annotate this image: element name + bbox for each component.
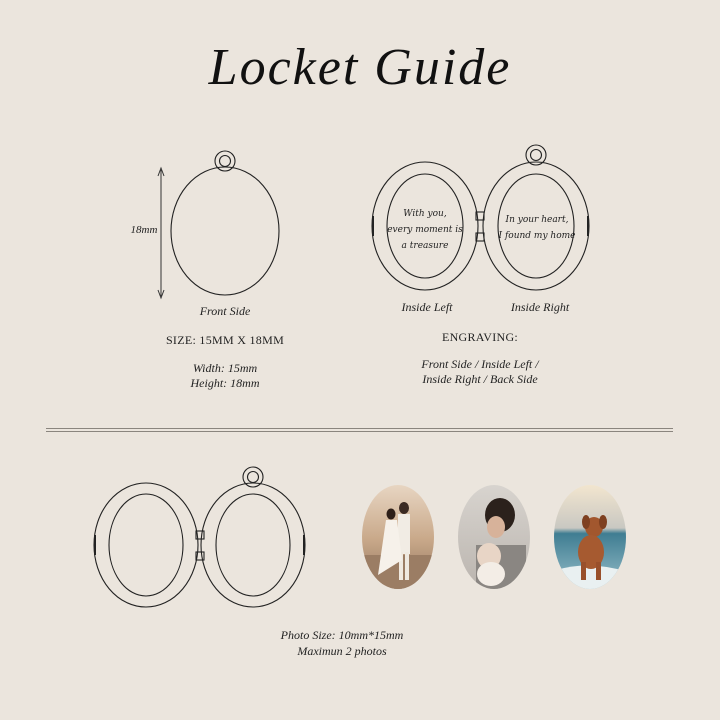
engraving-options-line-2: Inside Right / Back Side [422,372,538,386]
inside-left-caption: Inside Left [401,300,453,314]
engraving-left-line-1: With you, [403,209,447,219]
front-locket-icon [171,151,279,295]
engraving-right-line-2: I found my home [498,231,576,241]
width-label: Width: 15mm [192,361,258,375]
height-label: Height: 18mm [190,376,260,390]
page-title: Locket Guide [208,39,512,96]
size-label: SIZE: 15MM X 18MM [165,333,285,347]
inside-right-caption: Inside Right [510,300,570,314]
photo-locket-icon [94,467,305,607]
engraving-left-line-3: a treasure [401,241,449,251]
section-divider-line-2 [46,431,673,432]
engraving-right-line-1: In your heart, [505,215,569,225]
engraving-options-line-1: Front Side / Inside Left / [421,357,539,371]
sample-photo-dog [552,484,632,600]
sample-photo-mother-baby [456,484,536,594]
photo-size-label: Photo Size: 10mm*15mm [280,628,404,642]
front-side-caption: Front Side [199,304,251,318]
engraving-title: ENGRAVING: [441,330,519,344]
sample-photo-couple [360,484,440,595]
photo-max-label: Maximun 2 photos [297,644,387,658]
section-divider [46,428,673,429]
engraving-left-line-2: every moment is [387,225,463,235]
height-dimension-label: 18mm [130,224,158,236]
